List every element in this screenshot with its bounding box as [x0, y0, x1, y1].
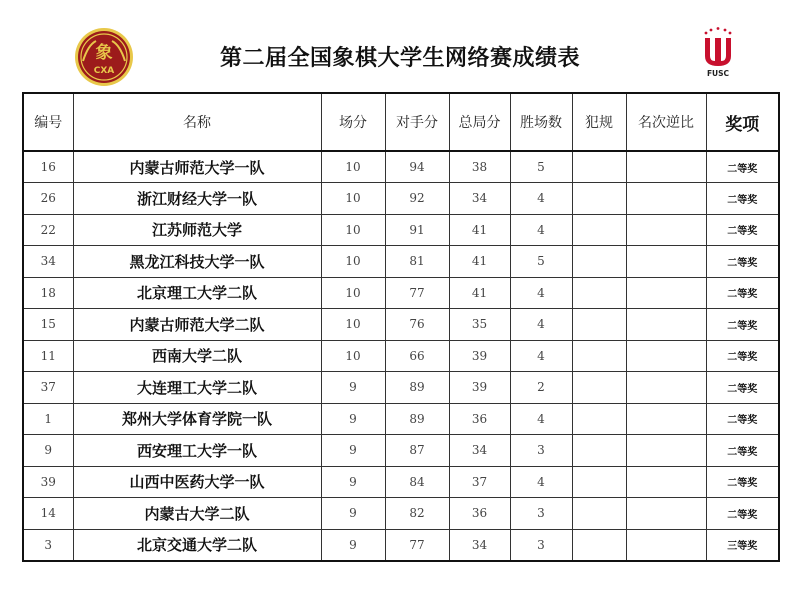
cell-id: 16 — [23, 151, 73, 183]
cell-tiebreak — [626, 529, 706, 561]
table-row — [23, 246, 779, 278]
cell-name: 内蒙古师范大学一队 — [73, 151, 321, 183]
col-header-name: 名称 — [73, 93, 321, 151]
col-header-id: 编号 — [23, 93, 73, 151]
table-row — [23, 372, 779, 404]
table-row — [23, 403, 779, 435]
cell-id: 39 — [23, 466, 73, 498]
fusc-logo-text: FUSC — [706, 69, 730, 78]
cxa-logo — [74, 27, 134, 87]
cell-game-points: 36 — [449, 498, 510, 530]
cell-name: 浙江财经大学一队 — [73, 183, 321, 215]
cell-id: 37 — [23, 372, 73, 404]
col-header-fouls: 犯规 — [572, 93, 626, 151]
cell-tiebreak — [626, 214, 706, 246]
cell-award: 二等奖 — [706, 183, 779, 215]
cell-fouls — [572, 340, 626, 372]
cell-award: 三等奖 — [706, 529, 779, 561]
cell-match-points: 10 — [321, 151, 385, 183]
cell-fouls — [572, 403, 626, 435]
results-table — [22, 92, 780, 562]
table-row — [23, 435, 779, 467]
cell-tiebreak — [626, 403, 706, 435]
cell-id: 11 — [23, 340, 73, 372]
cell-award: 二等奖 — [706, 246, 779, 278]
cell-fouls — [572, 498, 626, 530]
cell-id: 18 — [23, 277, 73, 309]
cell-fouls — [572, 246, 626, 278]
cell-opponent-points: 77 — [385, 529, 449, 561]
page-title: 第二届全国象棋大学生网络赛成绩表 — [219, 46, 580, 71]
cell-tiebreak — [626, 466, 706, 498]
cell-wins: 5 — [510, 246, 572, 278]
cell-game-points: 36 — [449, 403, 510, 435]
cell-opponent-points: 66 — [385, 340, 449, 372]
table-row — [23, 466, 779, 498]
cell-name: 西安理工大学一队 — [73, 435, 321, 467]
cxa-logo-text: CXA — [93, 66, 115, 76]
cell-award: 二等奖 — [706, 151, 779, 183]
cell-match-points: 10 — [321, 246, 385, 278]
cell-game-points: 41 — [449, 214, 510, 246]
col-header-opponent-points: 对手分 — [385, 93, 449, 151]
cell-opponent-points: 84 — [385, 466, 449, 498]
table-row — [23, 498, 779, 530]
cell-name: 西南大学二队 — [73, 340, 321, 372]
cell-opponent-points: 77 — [385, 277, 449, 309]
cell-fouls — [572, 277, 626, 309]
cell-fouls — [572, 183, 626, 215]
cell-tiebreak — [626, 340, 706, 372]
cell-match-points: 10 — [321, 214, 385, 246]
cell-game-points: 41 — [449, 277, 510, 309]
cell-wins: 4 — [510, 183, 572, 215]
cell-tiebreak — [626, 183, 706, 215]
cell-wins: 3 — [510, 498, 572, 530]
table-row — [23, 183, 779, 215]
cell-match-points: 9 — [321, 435, 385, 467]
col-header-game-points: 总局分 — [449, 93, 510, 151]
cell-award: 二等奖 — [706, 466, 779, 498]
cell-wins: 4 — [510, 340, 572, 372]
cell-name: 郑州大学体育学院一队 — [73, 403, 321, 435]
cell-tiebreak — [626, 246, 706, 278]
cell-fouls — [572, 151, 626, 183]
table-header-row — [23, 93, 779, 151]
cell-opponent-points: 94 — [385, 151, 449, 183]
cell-tiebreak — [626, 372, 706, 404]
cell-id: 15 — [23, 309, 73, 341]
cell-game-points: 35 — [449, 309, 510, 341]
cell-wins: 4 — [510, 277, 572, 309]
cell-game-points: 34 — [449, 435, 510, 467]
cell-name: 江苏师范大学 — [73, 214, 321, 246]
cell-opponent-points: 81 — [385, 246, 449, 278]
col-header-match-points: 场分 — [321, 93, 385, 151]
cell-match-points: 9 — [321, 403, 385, 435]
cell-match-points: 10 — [321, 277, 385, 309]
cell-opponent-points: 87 — [385, 435, 449, 467]
cell-id: 3 — [23, 529, 73, 561]
cell-award: 二等奖 — [706, 435, 779, 467]
cell-award: 二等奖 — [706, 277, 779, 309]
cell-award: 二等奖 — [706, 372, 779, 404]
cell-wins: 3 — [510, 529, 572, 561]
col-header-wins: 胜场数 — [510, 93, 572, 151]
cell-game-points: 34 — [449, 529, 510, 561]
cell-wins: 2 — [510, 372, 572, 404]
cell-name: 北京理工大学二队 — [73, 277, 321, 309]
table-row — [23, 309, 779, 341]
cell-fouls — [572, 372, 626, 404]
cell-name: 黑龙江科技大学一队 — [73, 246, 321, 278]
cell-game-points: 38 — [449, 151, 510, 183]
cell-match-points: 9 — [321, 498, 385, 530]
cell-game-points: 34 — [449, 183, 510, 215]
cell-award: 二等奖 — [706, 498, 779, 530]
cell-opponent-points: 91 — [385, 214, 449, 246]
cell-opponent-points: 82 — [385, 498, 449, 530]
cell-tiebreak — [626, 498, 706, 530]
cell-name: 内蒙古师范大学二队 — [73, 309, 321, 341]
cell-fouls — [572, 309, 626, 341]
cell-opponent-points: 89 — [385, 372, 449, 404]
cell-tiebreak — [626, 151, 706, 183]
table-row — [23, 214, 779, 246]
cell-id: 14 — [23, 498, 73, 530]
cell-tiebreak — [626, 277, 706, 309]
cell-award: 二等奖 — [706, 403, 779, 435]
cell-award: 二等奖 — [706, 309, 779, 341]
cell-wins: 4 — [510, 403, 572, 435]
cell-tiebreak — [626, 309, 706, 341]
cell-match-points: 10 — [321, 340, 385, 372]
cell-game-points: 37 — [449, 466, 510, 498]
cell-wins: 4 — [510, 309, 572, 341]
cell-name: 山西中医药大学一队 — [73, 466, 321, 498]
cell-fouls — [572, 214, 626, 246]
cell-fouls — [572, 435, 626, 467]
cell-match-points: 9 — [321, 372, 385, 404]
cell-wins: 4 — [510, 466, 572, 498]
cell-name: 大连理工大学二队 — [73, 372, 321, 404]
cell-wins: 3 — [510, 435, 572, 467]
cell-id: 9 — [23, 435, 73, 467]
cell-opponent-points: 89 — [385, 403, 449, 435]
cell-tiebreak — [626, 435, 706, 467]
cell-match-points: 10 — [321, 183, 385, 215]
table-row — [23, 277, 779, 309]
fusc-logo — [700, 26, 736, 78]
cxa-logo-glyph: 象 — [95, 43, 113, 63]
cell-id: 1 — [23, 403, 73, 435]
cell-award: 二等奖 — [706, 214, 779, 246]
cell-name: 内蒙古大学二队 — [73, 498, 321, 530]
cell-match-points: 10 — [321, 309, 385, 341]
table-row — [23, 529, 779, 561]
results-body — [23, 151, 779, 561]
cell-fouls — [572, 466, 626, 498]
cell-game-points: 39 — [449, 340, 510, 372]
cell-id: 26 — [23, 183, 73, 215]
cell-award: 二等奖 — [706, 340, 779, 372]
cell-match-points: 9 — [321, 466, 385, 498]
cell-fouls — [572, 529, 626, 561]
cell-opponent-points: 76 — [385, 309, 449, 341]
cell-opponent-points: 92 — [385, 183, 449, 215]
col-header-award: 奖项 — [706, 93, 779, 151]
cell-id: 34 — [23, 246, 73, 278]
cell-game-points: 41 — [449, 246, 510, 278]
col-header-tiebreak: 名次逆比 — [626, 93, 706, 151]
cell-name: 北京交通大学二队 — [73, 529, 321, 561]
cell-wins: 4 — [510, 214, 572, 246]
cell-id: 22 — [23, 214, 73, 246]
table-row — [23, 340, 779, 372]
cell-wins: 5 — [510, 151, 572, 183]
cell-match-points: 9 — [321, 529, 385, 561]
table-row — [23, 151, 779, 183]
cell-game-points: 39 — [449, 372, 510, 404]
